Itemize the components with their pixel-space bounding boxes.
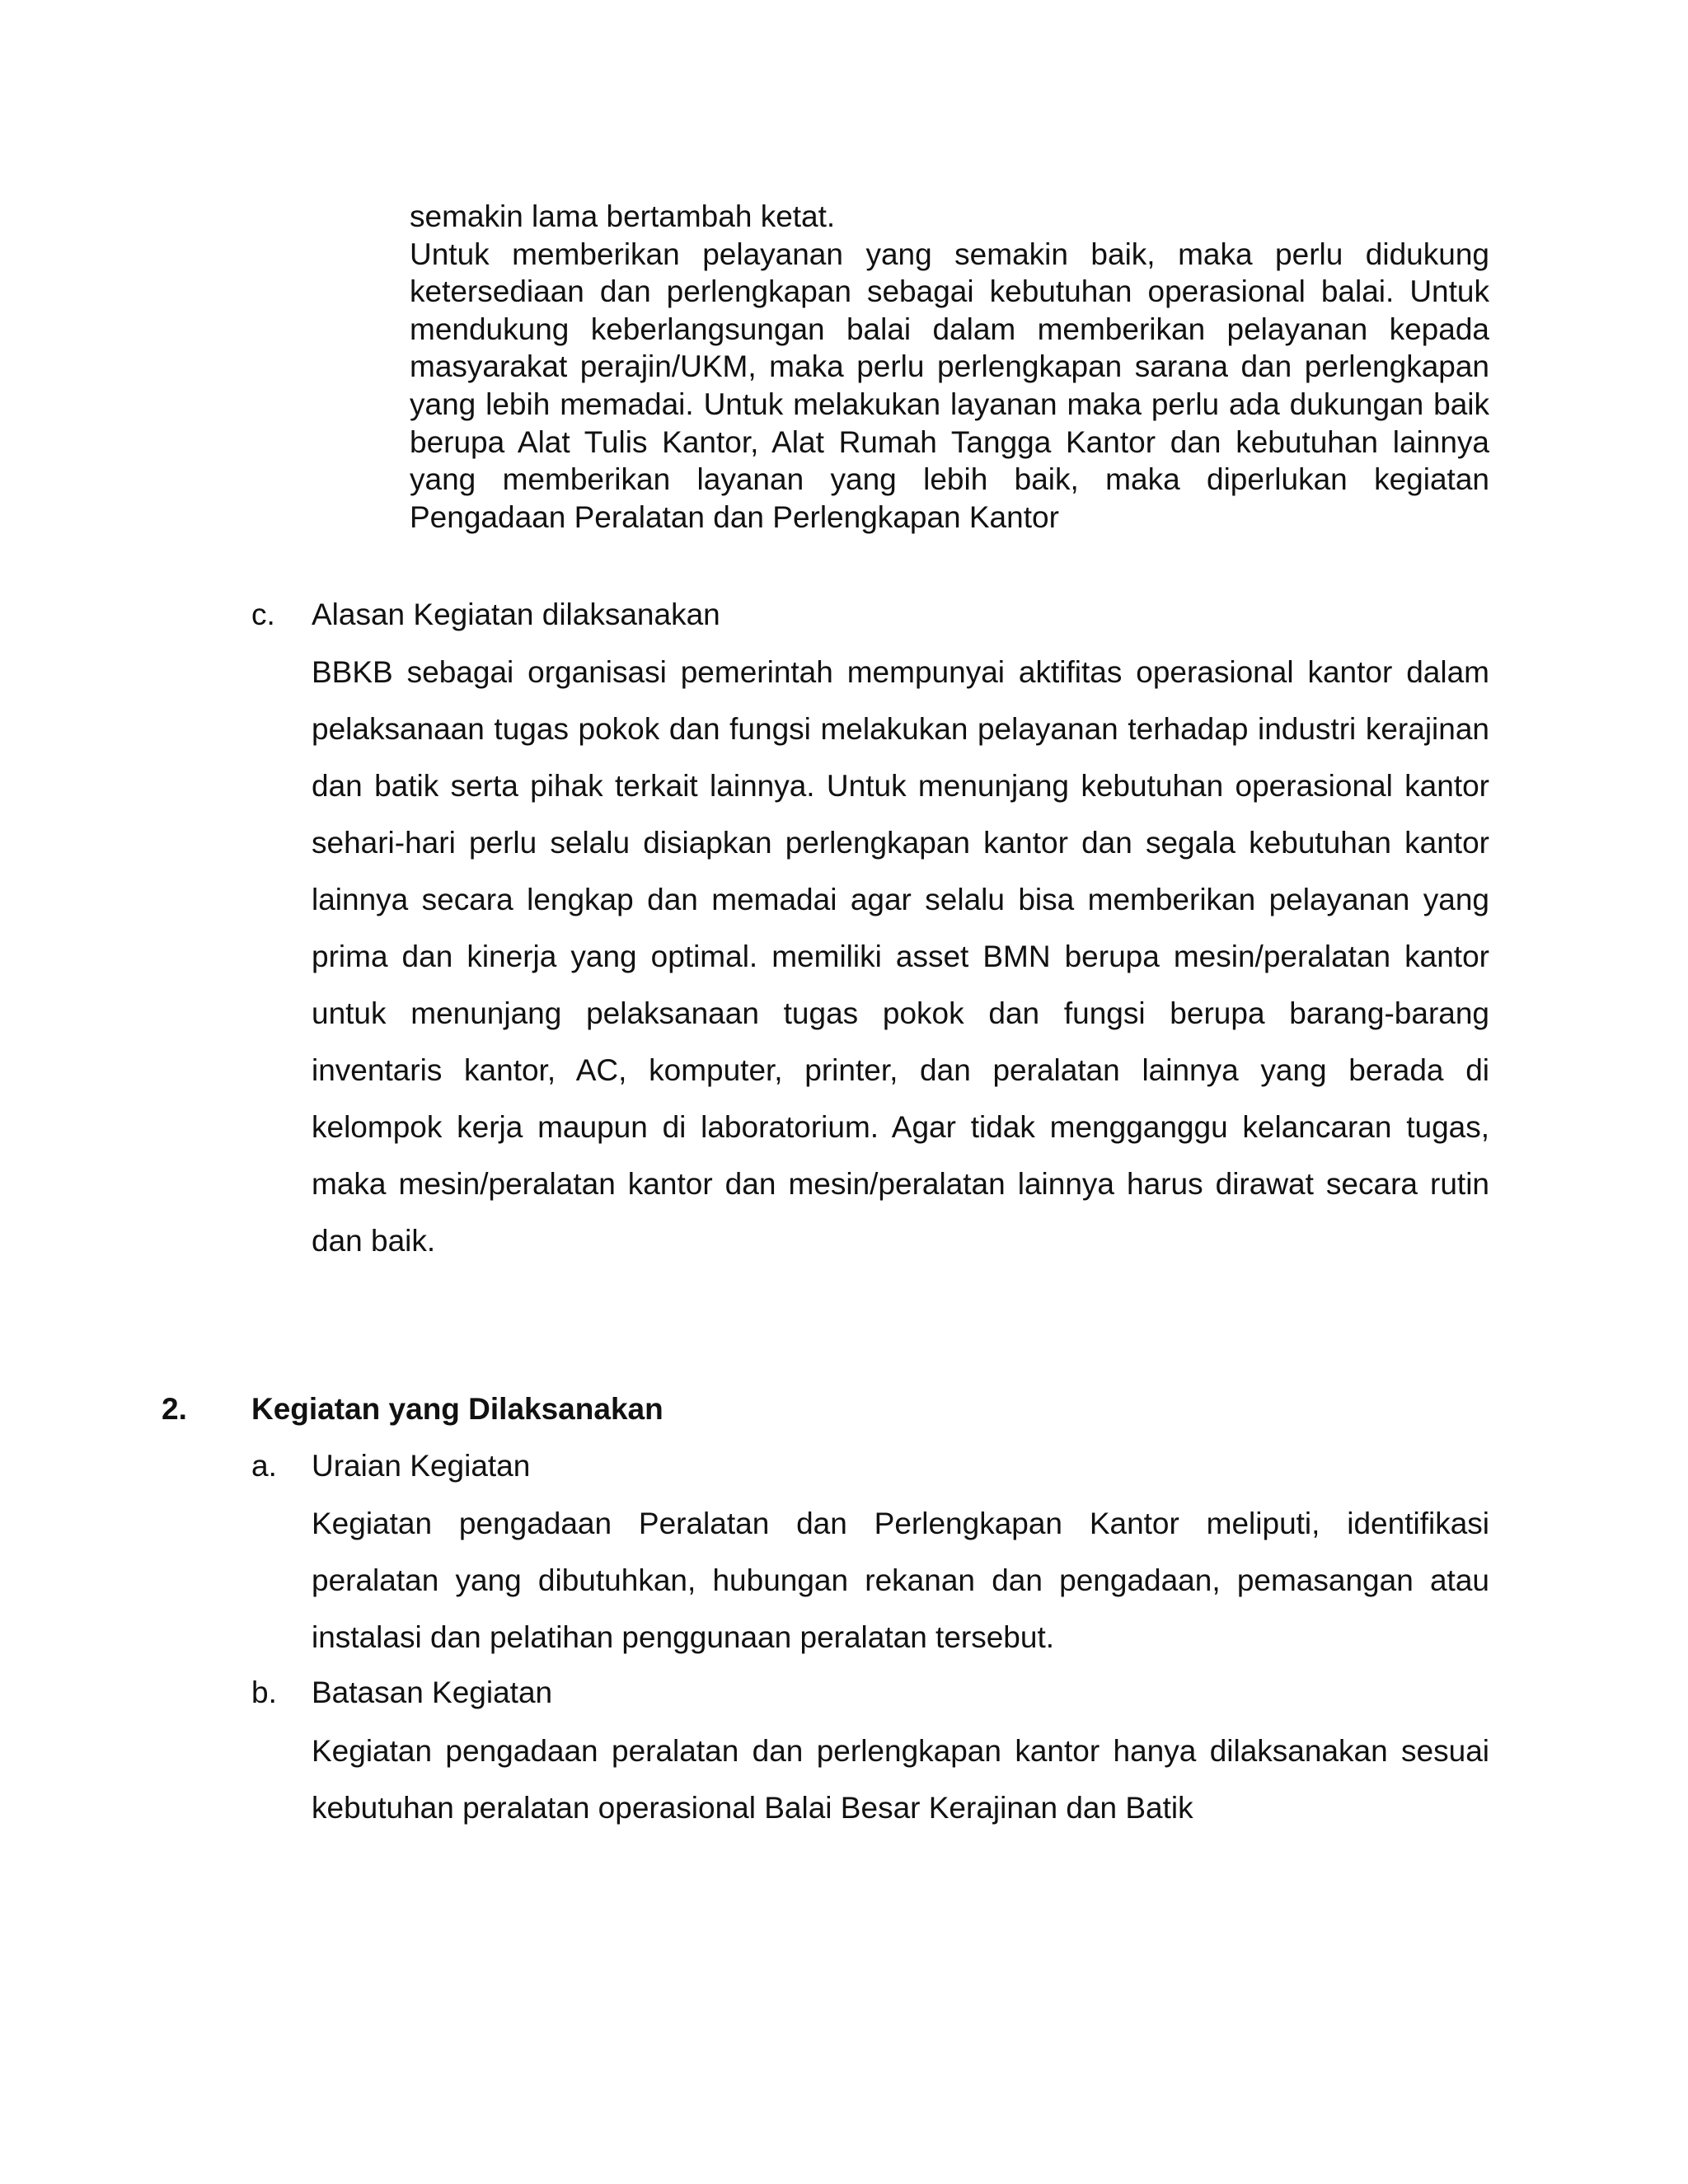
intro-block xyxy=(410,198,1489,536)
intro-paragraph: Untuk memberikan pelayanan yang semakin baik, maka perlu didukung ketersediaan dan perlengkapan sebagai kebutuhan operasional balai. Untuk mendukung keberlangsungan balai dalam memberikan pelayanan kepada masyarakat perajin/UKM, maka perlu perlengkapan sarana dan perlengkapan yang lebih memadai. Untuk melakukan layanan maka perlu ada dukungan baik berupa Alat Tulis Kantor, Alat Rumah Tangga Kantor dan kebutuhan lainnya yang memberikan layanan yang lebih baik, maka diperlukan kegiatan Pengadaan Peralatan dan Perlengkapan Kantor xyxy=(410,237,1489,534)
sub-b-body: Kegiatan pengadaan peralatan dan perlengkapan kantor hanya dilaksanakan sesuai kebutuhan peralatan operasional Balai Besar Kerajinan dan Batik xyxy=(312,1734,1489,1825)
sub-a-marker: a. xyxy=(251,1449,277,1483)
section-2-number: 2. xyxy=(162,1392,187,1426)
section-2-heading: Kegiatan yang Dilaksanakan xyxy=(251,1392,663,1426)
sub-a-heading: Uraian Kegiatan xyxy=(312,1449,531,1483)
intro-first-line: semakin lama bertambah ketat. xyxy=(410,199,836,233)
section-c-marker: c. xyxy=(251,598,275,631)
sub-a-body: Kegiatan pengadaan Peralatan dan Perlengkapan Kantor meliputi, identifikasi peralatan yang dibutuhkan, hubungan rekanan dan pengadaan, pemasangan atau instalasi dan pelatihan penggunaan peralatan tersebut. xyxy=(312,1507,1489,1654)
section-c-heading: Alasan Kegiatan dilaksanakan xyxy=(312,598,720,631)
section-c-body: BBKB sebagai organisasi pemerintah mempunyai aktifitas operasional kantor dalam pelaksanaan tugas pokok dan fungsi melakukan pelayanan terhadap industri kerajinan dan batik serta pihak terkait lainnya. Untuk menunjang kebutuhan operasional kantor sehari-hari perlu selalu disiapkan perlengkapan kantor dan segala kebutuhan kantor lainnya secara lengkap dan memadai agar selalu bisa memberikan pelayanan yang prima dan kinerja yang optimal. memiliki asset BMN berupa mesin/peralatan kantor untuk menunjang pelaksanaan tugas pokok dan fungsi berupa barang-barang inventaris kantor, AC, komputer, printer, dan peralatan lainnya yang berada di kelompok kerja maupun di laboratorium. Agar tidak mengganggu kelancaran tugas, maka mesin/peralatan kantor dan mesin/peralatan lainnya harus dirawat secara rutin dan baik. xyxy=(312,655,1489,1258)
sub-b-heading: Batasan Kegiatan xyxy=(312,1675,553,1709)
sub-b-marker: b. xyxy=(251,1675,277,1709)
